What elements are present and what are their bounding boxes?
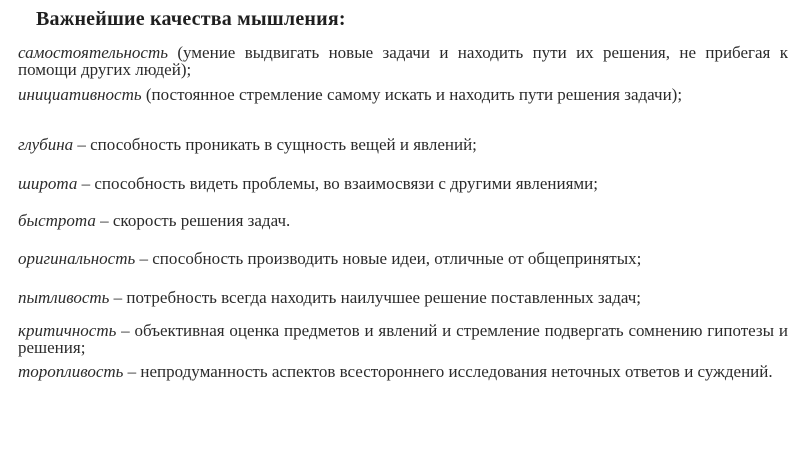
list-item xyxy=(18,250,788,267)
term: глубина xyxy=(18,135,74,154)
description: – скорость решения задач. xyxy=(95,211,291,230)
description: – способность видеть проблемы, во взаимосвязи с другими явлениями; xyxy=(77,174,598,193)
list-item xyxy=(18,136,788,153)
list-item xyxy=(18,86,788,103)
description: – непродуманность аспектов всестороннего исследования неточных ответов и суждений. xyxy=(123,362,773,381)
list-item xyxy=(18,44,788,78)
list-item xyxy=(18,175,788,192)
term: инициативность xyxy=(18,85,142,104)
description: – способность производить новые идеи, отличные от общепринятых; xyxy=(135,249,642,268)
term: широта xyxy=(18,174,78,193)
term: оригинальность xyxy=(18,249,136,268)
term: критичность xyxy=(18,321,117,340)
description: (умение выдвигать новые задачи и находить пути их решения, не прибегая к помощи других людей); xyxy=(18,43,788,79)
list-item xyxy=(18,212,788,229)
list-item xyxy=(18,322,788,356)
list-item xyxy=(18,289,788,306)
slide-title: Важнейшие качества мышления: xyxy=(36,8,346,30)
description: – способность проникать в сущность вещей и явлений; xyxy=(73,135,477,154)
term: торопливость xyxy=(18,362,124,381)
description: – потребность всегда находить наилучшее решение поставленных задач; xyxy=(109,288,641,307)
description: – объективная оценка предметов и явлений и стремление подвергать сомнению гипотезы и решения; xyxy=(18,321,788,357)
term: пытливость xyxy=(18,288,110,307)
term: быстрота xyxy=(18,211,96,230)
list-item xyxy=(18,363,788,380)
term: самостоятельность xyxy=(18,43,168,62)
description: (постоянное стремление самому искать и находить пути решения задачи); xyxy=(141,85,683,104)
